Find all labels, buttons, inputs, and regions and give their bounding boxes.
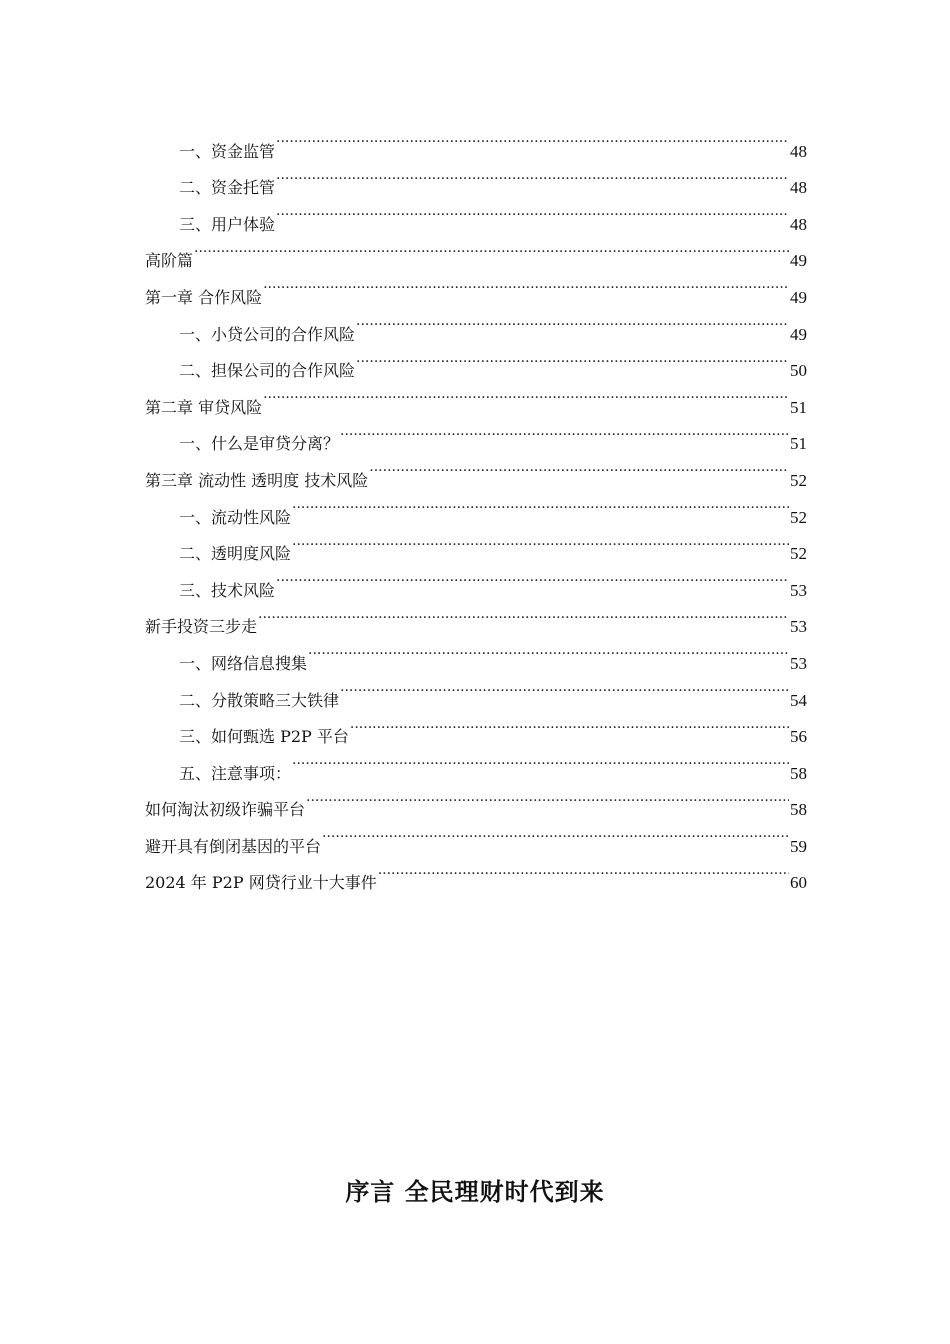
toc-entry-page-number: 51 [790,434,807,454]
toc-entry-title: 三、用户体验 [179,214,276,234]
toc-entry-page-number: 54 [790,690,807,710]
toc-dot-leader [340,669,789,706]
toc-entry-page-number: 53 [790,653,807,673]
toc-entry-page-number: 48 [790,178,807,198]
toc-entry-page-number: 49 [790,287,807,307]
toc-entry-title: 二、担保公司的合作风险 [179,361,356,381]
toc-entry-title: 第三章 流动性 透明度 技术风险 [145,470,369,490]
toc-dot-leader [292,742,789,779]
toc-dot-leader [308,632,789,669]
toc-entry-page-number: 58 [790,800,807,820]
toc-dot-leader [322,815,789,852]
toc-dot-leader [292,486,789,523]
toc-dot-leader [276,157,789,194]
toc-entry-page-number: 52 [790,507,807,527]
toc-entry-title: 三、技术风险 [179,580,276,600]
table-of-contents [145,120,807,893]
toc-entry-title: 二、分散策略三大铁律 [179,690,340,710]
toc-dot-leader [350,706,789,743]
toc-entry-page-number: 53 [790,580,807,600]
toc-entry-page-number: 56 [790,727,807,747]
toc-entry-title: 第一章 合作风险 [145,287,263,307]
toc-dot-leader [258,596,789,633]
toc-entry-title: 一、什么是审贷分离？ [179,434,340,454]
toc-dot-leader [378,852,789,889]
toc-entry-title: 一、小贷公司的合作风险 [179,324,356,344]
toc-entry-page-number: 48 [790,214,807,234]
toc-entry-page-number: 59 [790,836,807,856]
toc-dot-leader [263,376,789,413]
toc-entry-page-number: 51 [790,397,807,417]
toc-dot-leader [276,120,789,157]
toc-entry-page-number: 48 [790,141,807,161]
toc-dot-leader [306,779,789,816]
toc-entry[interactable] [145,266,807,307]
toc-dot-leader [276,559,789,596]
toc-entry[interactable] [145,230,807,271]
toc-dot-leader [292,523,789,560]
toc-entry-title: 高阶篇 [145,251,194,271]
toc-entry-title: 五、注意事项： [179,763,292,783]
toc-entry-page-number: 60 [790,873,807,893]
toc-entry-title: 二、透明度风险 [179,544,292,564]
section-heading: 序言 全民理财时代到来 [345,1177,605,1206]
toc-entry-page-number: 50 [790,361,807,381]
toc-dot-leader [340,413,789,450]
toc-entry-title: 如何淘汰初级诈骗平台 [145,800,306,820]
toc-entry-page-number: 49 [790,324,807,344]
toc-entry-title: 2024 年 P2P 网贷行业十大事件 [145,873,377,893]
toc-entry-title: 一、网络信息搜集 [179,653,308,673]
toc-entry-page-number: 53 [790,617,807,637]
toc-dot-leader [369,449,789,486]
toc-entry-title: 一、资金监管 [179,141,276,161]
toc-dot-leader [276,193,789,230]
toc-entry-title: 二、资金托管 [179,178,276,198]
toc-entry-page-number: 49 [790,251,807,271]
toc-entry-title: 避开具有倒闭基因的平台 [145,836,322,856]
toc-entry-page-number: 52 [790,544,807,564]
toc-entry-title: 新手投资三步走 [145,617,258,637]
toc-entry[interactable] [145,120,807,161]
toc-entry-page-number: 58 [790,763,807,783]
toc-dot-leader [356,340,789,377]
toc-dot-leader [263,266,789,303]
toc-entry-title: 第二章 审贷风险 [145,397,263,417]
toc-entry-title: 一、流动性风险 [179,507,292,527]
toc-dot-leader [356,303,789,340]
toc-entry-title: 三、如何甄选 P2P 平台 [179,727,349,747]
toc-entry-page-number: 52 [790,470,807,490]
toc-dot-leader [194,230,789,267]
